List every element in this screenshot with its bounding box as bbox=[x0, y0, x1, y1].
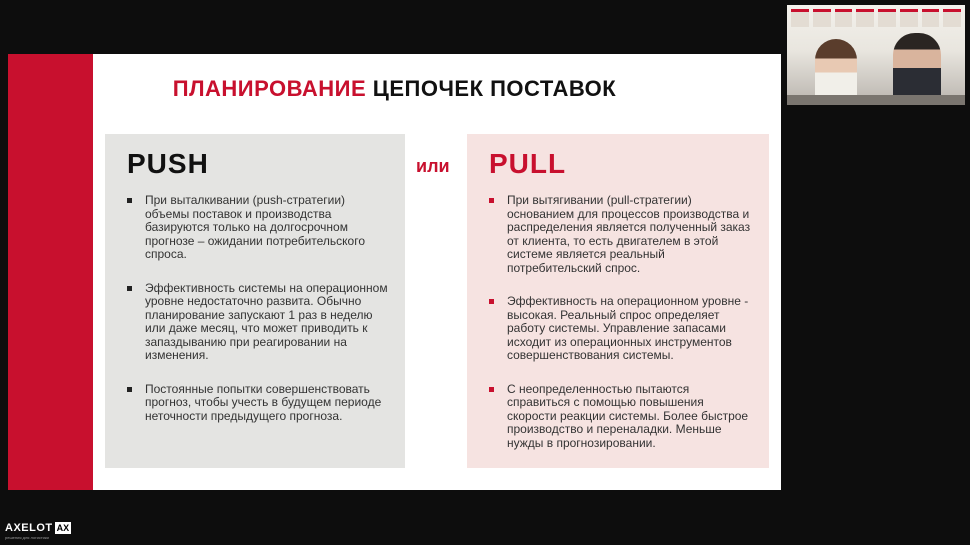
pull-bullet-text: При вытягивании (pull-стратегии) основанием для процессов производства и распределения является полученный заказ от клиента, то есть двигателем в этой системе является реальный потребительский спрос. bbox=[507, 193, 751, 275]
pull-bullet-text: Эффективность на операционном уровне - высокая. Реальный спрос определяет работу системы. Управление запасами исходит из операционных инструментов совершенствования системы. bbox=[507, 294, 749, 362]
slide-title-rest: ЦЕПОЧЕК ПОСТАВОК bbox=[372, 76, 617, 101]
push-title: PUSH bbox=[127, 148, 209, 179]
bullet-square-icon bbox=[489, 198, 494, 203]
logo-tagline: решения для логистики bbox=[5, 535, 49, 540]
push-panel bbox=[105, 134, 405, 468]
pull-bullet bbox=[489, 383, 755, 451]
slide-title-accent: ПЛАНИРОВАНИЕ bbox=[172, 76, 367, 101]
pull-bullet-list bbox=[489, 194, 755, 470]
pull-title: PULL bbox=[489, 148, 567, 179]
bullet-square-icon bbox=[127, 387, 132, 392]
axelot-logo bbox=[5, 522, 71, 540]
pull-bullet bbox=[489, 295, 755, 363]
desk bbox=[787, 95, 965, 105]
or-connector: или bbox=[416, 156, 450, 176]
push-bullet-text: При выталкивании (push-стратегии) объемы поставок и производства базируются только на долгосрочном прогнозе – ожидании потребительского спроса. bbox=[145, 193, 366, 261]
slide-title bbox=[8, 76, 781, 102]
push-bullet-text: Постоянные попытки совершенствовать прогноз, чтобы учесть в будущем периоде неточности предыдущего прогноза. bbox=[145, 381, 382, 423]
bullet-square-icon bbox=[127, 198, 132, 203]
speaker-video-thumbnail[interactable] bbox=[787, 5, 965, 105]
bullet-square-icon bbox=[127, 286, 132, 291]
logo-mark: AX bbox=[56, 523, 70, 533]
pull-bullet-text: С неопределенностью пытаются справиться с помощью повышения скорости реакции системы. Более быстрое производство и переналадки. Меньше нужды в прогнозировании. bbox=[507, 381, 749, 450]
push-bullet bbox=[127, 194, 391, 262]
pull-panel bbox=[467, 134, 769, 468]
push-bullet-list bbox=[127, 194, 391, 443]
push-bullet bbox=[127, 282, 391, 363]
bullet-square-icon bbox=[489, 387, 494, 392]
bullet-square-icon bbox=[489, 299, 494, 304]
push-bullet bbox=[127, 383, 391, 424]
pull-bullet bbox=[489, 194, 755, 275]
backdrop-banner bbox=[791, 9, 961, 27]
logo-word: AXELOT bbox=[5, 522, 53, 534]
presentation-slide bbox=[8, 54, 781, 490]
push-bullet-text: Эффективность системы на операционном уровне недостаточно развита. Обычно планирование запускают 1 раз в неделю или даже месяц, что может приводить к запаздыванию при реагировании на изменения. bbox=[145, 280, 388, 362]
slide-red-band bbox=[8, 54, 93, 490]
